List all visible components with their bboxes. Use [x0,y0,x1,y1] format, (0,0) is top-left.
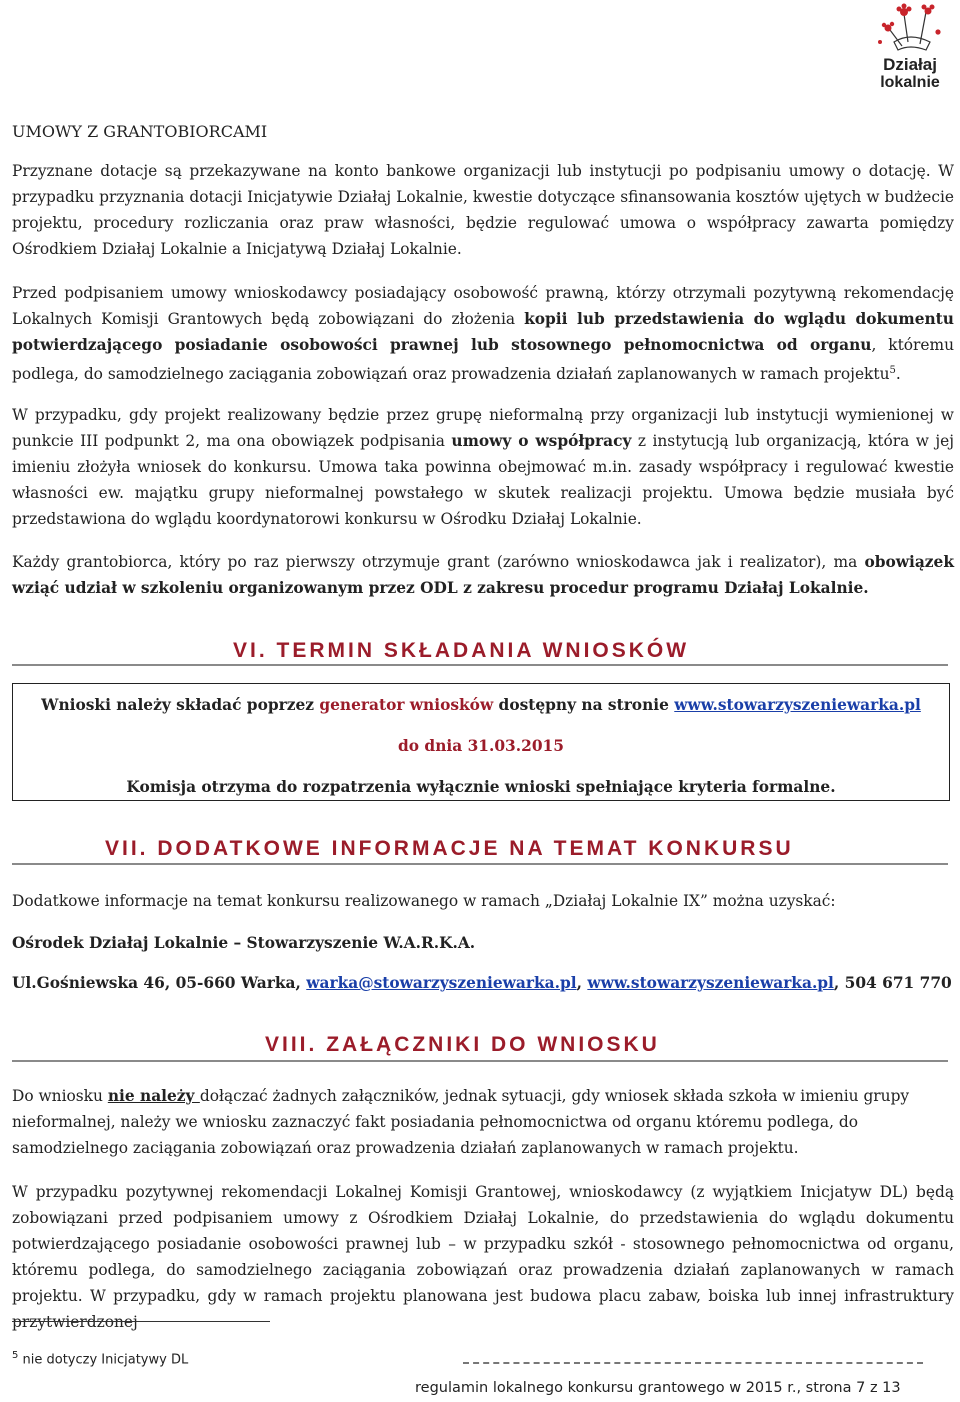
deadline: do dnia 31.03.2015 [398,737,564,755]
attachments-paragraph-1: Do wniosku nie należy dołączać żadnych załączników, jednak sytuacji, gdy wniosek składa szkoła w imieniu grupy nieformalnej, należy we wniosku zaznaczyć fakt posiadania pełnomocnictwa od organu któremu podlega, do samodzielnego zaciągania zobowiązań oraz prowadzenia działań zaplanowanych w ramach projektu. [12,1087,910,1157]
www-link[interactable]: www.stowarzyszeniewarka.pl [587,974,834,992]
footnote-separator [12,1321,270,1322]
section-heading-vii: VII. DODATKOWE INFORMACJE NA TEMAT KONKURSU [105,837,794,860]
attachments-paragraph-2: W przypadku pozytywnej rekomendacji Lokalnej Komisji Grantowej, wnioskodawcy (z wyjątkiem Inicjatyw DL) będą zobowiązani przed podpisaniem umowy z Ośrodkiem Działaj Lokalnie, do przedstawienia do wglądu dokumentu potwierdzającego posiadanie osobowości prawnej lub – w przypadku szkół - stosownego pełnomocnictwa od organu, któremu podlega, do samodzielnego zaciągania zobowiązań oraz prowadzenia działań zaplanowanych w ramach projektu. W przypadku, gdy w ramach projektu planowana jest budowa placu zabaw, boiska lub innej infrastruktury przytwierdzonej [12,1183,954,1331]
umowy-paragraph-4: Każdy grantobiorca, który po raz pierwszy otrzymuje grant (zarówno wnioskodawca jak i realizator), ma obowiązek wziąć udział w szkoleniu organizowanym przez ODL z zakresu procedur programu Działaj Lokalnie. [12,553,954,597]
submission-info: Wnioski należy składać poprzez generator wniosków dostępny na stronie www.stowarzyszeniewarka.pl [41,696,921,714]
email-link[interactable]: warka@stowarzyszeniewarka.pl [306,974,577,992]
page-footer: regulamin lokalnego konkursu grantowego w 2015 r., strona 7 z 13 [415,1380,901,1396]
flower-logo-icon [868,2,952,94]
generator-link[interactable]: generator wniosków [319,696,494,714]
footnote-ref: 5 [889,365,896,376]
section-heading-viii: VIII. ZAŁĄCZNIKI DO WNIOSKU [265,1033,660,1056]
organization-name: Ośrodek Działaj Lokalnie – Stowarzyszenie W.A.R.K.A. [12,934,476,952]
umowy-paragraph-2: Przed podpisaniem umowy wnioskodawcy posiadający osobowość prawną, którzy otrzymali pozytywną rekomendację Lokalnych Komisji Grantowych będą zobowiązani do złożenia kopii lub przedstawienia do wglądu dokumentu potwierdzającego posiadanie osobowości prawnej lub stosownego pełnomocnictwa od organu, któremu podlega, do samodzielnego zaciągania zobowiązań oraz prowadzenia działań zaplanowanych w ramach projektu$^5$. [12,284,954,384]
dzialaj-lokalnie-logo [868,2,952,94]
additional-info-paragraph: Dodatkowe informacje na temat konkursu realizowanego w ramach „Działaj Lokalnie IX” można uzyskać: [12,892,836,910]
formal-criteria-note: Komisja otrzyma do rozpatrzenia wyłącznie wnioski spełniające kryteria formalne. [126,778,836,796]
section-title-umowy: UMOWY Z GRANTOBIORCAMI [12,122,268,141]
footer-separator [463,1362,923,1364]
divider [12,863,948,865]
umowy-paragraph-3: W przypadku, gdy projekt realizowany będzie przez grupę nieformalną przy organizacji lub instytucji wymienionej w punkcie III podpunkt 2, ma ona obowiązek podpisania umowy o współpracy z instytucją lub organizacją, która w jej imieniu złożyła wniosek do konkursu. Umowa taka powinna obejmować m.in. zasady współpracy i regulować kwestie własności ew. majątku grupy nieformalnej powstałego w skutek realizacji projektu. Umowa będzie musiała być przedstawiona do wglądu koordynatorowi konkursu w Ośrodku Działaj Lokalnie. [12,406,954,528]
website-link[interactable]: www.stowarzyszeniewarka.pl [674,696,921,714]
section-heading-vi: VI. TERMIN SKŁADANIA WNIOSKÓW [233,639,690,662]
contact-line: Ul.Gośniewska 46, 05-660 Warka, warka@stowarzyszeniewarka.pl, www.stowarzyszeniewarka.pl, 504 671 770 [12,974,952,992]
divider [12,664,948,666]
deadline-box [12,683,950,801]
divider [12,1060,948,1062]
svg-text:lokalnie: lokalnie [880,74,940,91]
svg-text:Działaj: Działaj [883,55,937,74]
umowy-paragraph-1: Przyznane dotacje są przekazywane na konto bankowe organizacji lub instytucji po podpisaniu umowy o dotację. W przypadku przyznania dotacji Inicjatywie Działaj Lokalnie, kwestie dotyczące sfinansowania kosztów ujętych w budżecie projektu, procedury rozliczania oraz praw własności, będzie regulować umowa o współpracy zawarta pomiędzy Ośrodkiem Działaj Lokalnie a Inicjatywą Działaj Lokalnie. [12,162,954,258]
footnote: $^5$ nie dotyczy Inicjatywy DL [12,1350,189,1368]
